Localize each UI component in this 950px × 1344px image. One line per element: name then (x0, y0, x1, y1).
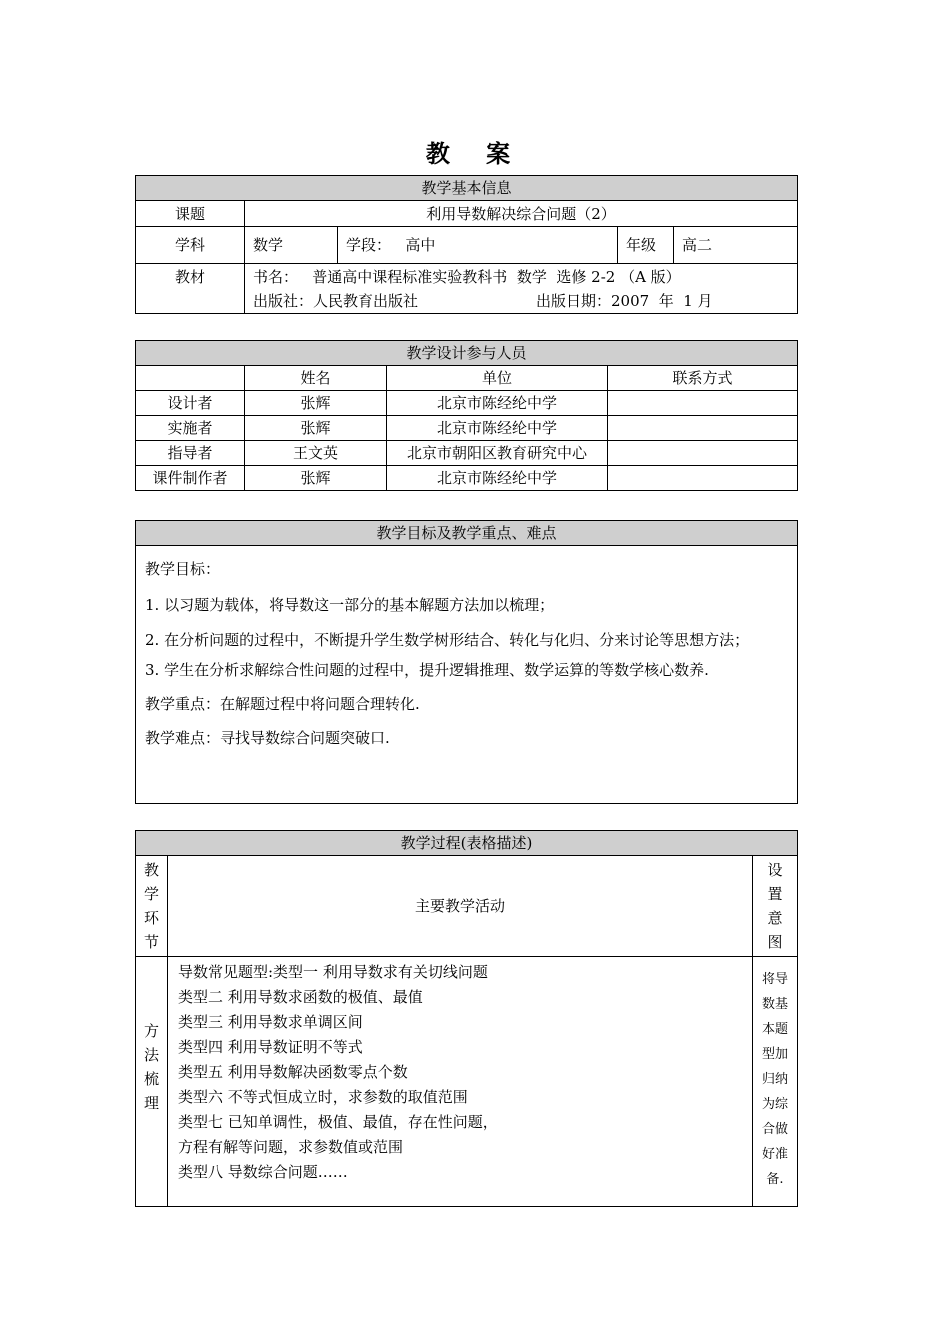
role-cell: 实施者 (136, 416, 245, 441)
intent-line: 将导 (761, 972, 788, 987)
participants-table (135, 340, 798, 491)
goals-table (135, 520, 798, 804)
subject-label: 学科 (136, 227, 245, 264)
topic-label: 课题 (136, 201, 245, 227)
unit-cell: 北京市朝阳区教育研究中心 (387, 441, 608, 466)
name-cell: 王文英 (245, 441, 387, 466)
header-char: 教 (143, 861, 159, 879)
intent-column-header (753, 856, 798, 957)
stage-char: 理 (143, 1094, 159, 1112)
list-item: 类型五 利用导数解决函数零点个数 (178, 1063, 408, 1081)
topic-value: 利用导数解决综合问题（2） (245, 201, 798, 227)
subject-value: 数学 (245, 227, 338, 264)
header-char: 图 (767, 933, 783, 951)
stage-cell (338, 227, 618, 264)
role-cell: 课件制作者 (136, 466, 245, 491)
book-line: 书名： 普通高中课程标准实验教科书 数学 选修 2-2 （A 版） (253, 267, 681, 286)
goal-item: 2. 在分析问题的过程中，不断提升学生数学树形结合、转化与化归、分来讨论等思想方法； (145, 631, 750, 649)
column-header (136, 366, 245, 391)
grade-value: 高二 (674, 227, 798, 264)
basic-info-header: 教学基本信息 (136, 176, 798, 201)
publisher-line: 出版社：人民教育出版社 (253, 291, 419, 310)
name-cell: 张辉 (245, 466, 387, 491)
key-point: 教学重点：在解题过程中将问题合理转化. (145, 695, 420, 713)
stage-char: 方 (143, 1022, 159, 1040)
contact-cell (608, 441, 798, 466)
table-row (136, 416, 798, 441)
list-item: 类型七 已知单调性，极值、最值，存在性问题， (178, 1113, 498, 1131)
name-cell: 张辉 (245, 391, 387, 416)
stage-char: 法 (143, 1046, 159, 1064)
intent-line: 为综 (761, 1097, 788, 1112)
contact-cell (608, 466, 798, 491)
activities-cell (168, 957, 753, 1207)
textbook-label: 教材 (136, 264, 245, 314)
table-row (136, 466, 798, 491)
grade-label: 年级 (618, 227, 674, 264)
list-item: 方程有解等问题，求参数值或范围 (178, 1138, 404, 1156)
goals-content (136, 546, 798, 804)
list-item: 导数常见题型:类型一 利用导数求有关切线问题 (178, 963, 488, 981)
intent-line: 型加 (761, 1047, 788, 1062)
header-char: 设 (767, 861, 783, 879)
page-title: 教 案 (425, 139, 525, 168)
header-char: 意 (767, 909, 783, 927)
process-header: 教学过程(表格描述) (136, 831, 798, 856)
table-row (136, 391, 798, 416)
column-header-unit: 单位 (387, 366, 608, 391)
stage-char: 梳 (143, 1070, 159, 1088)
activities-column-header: 主要教学活动 (168, 856, 753, 957)
participants-header: 教学设计参与人员 (136, 341, 798, 366)
unit-cell: 北京市陈经纶中学 (387, 466, 608, 491)
publisher-row (253, 289, 789, 313)
goal-item: 1. 以习题为载体，将导数这一部分的基本解题方法加以梳理； (145, 596, 555, 614)
intent-cell (753, 957, 798, 1207)
stage-value: 高中 (405, 236, 436, 254)
goals-label: 教学目标： (145, 560, 221, 578)
header-char: 节 (143, 933, 159, 951)
unit-cell: 北京市陈经纶中学 (387, 391, 608, 416)
role-cell: 设计者 (136, 391, 245, 416)
stage-column-header (136, 856, 168, 957)
basic-info-table (135, 175, 798, 314)
name-cell: 张辉 (245, 416, 387, 441)
intent-line: 归纳 (761, 1072, 788, 1087)
goals-header: 教学目标及教学重点、难点 (136, 521, 798, 546)
table-row (136, 441, 798, 466)
goal-item: 3. 学生在分析求解综合性问题的过程中，提升逻辑推理、数学运算的等数学核心数养. (145, 661, 709, 679)
intent-line: 合做 (761, 1122, 788, 1137)
list-item: 类型六 不等式恒成立时，求参数的取值范围 (178, 1088, 468, 1106)
header-char: 置 (767, 885, 783, 903)
textbook-info (245, 264, 798, 314)
intent-line: 数基 (761, 997, 788, 1012)
column-header-contact: 联系方式 (608, 366, 798, 391)
publish-date: 出版日期：2007 年 1 月 (536, 291, 713, 310)
stage-name (136, 957, 168, 1207)
process-table (135, 830, 798, 1207)
stage-label: 学段： (346, 236, 392, 254)
list-item: 类型三 利用导数求单调区间 (178, 1013, 363, 1031)
header-char: 学 (143, 885, 159, 903)
intent-line: 本题 (761, 1022, 788, 1037)
unit-cell: 北京市陈经纶中学 (387, 416, 608, 441)
header-char: 环 (143, 909, 159, 927)
list-item: 类型四 利用导数证明不等式 (178, 1038, 363, 1056)
intent-line: 好准 (761, 1147, 788, 1162)
intent-line: 备. (766, 1172, 784, 1187)
list-item: 类型二 利用导数求函数的极值、最值 (178, 988, 423, 1006)
list-item: 类型八 导数综合问题…… (178, 1163, 348, 1181)
difficulty: 教学难点：寻找导数综合问题突破口. (145, 729, 390, 747)
contact-cell (608, 416, 798, 441)
column-header-name: 姓名 (245, 366, 387, 391)
contact-cell (608, 391, 798, 416)
role-cell: 指导者 (136, 441, 245, 466)
